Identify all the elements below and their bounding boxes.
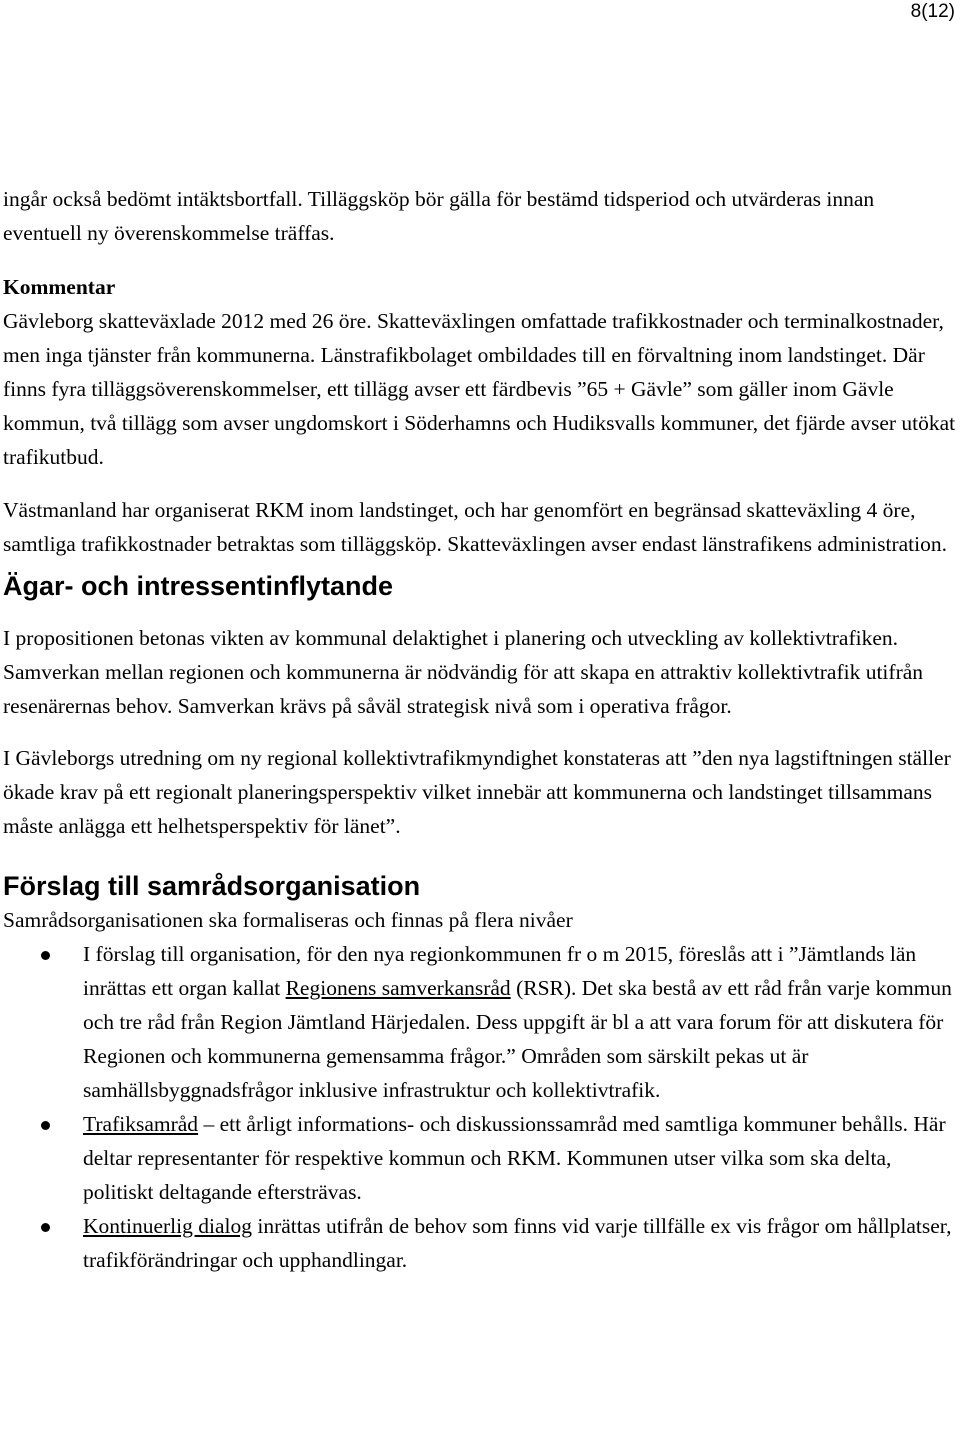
section-heading-owner-influence: Ägar- och intressentinflytande bbox=[3, 571, 394, 601]
paragraph-vastmanland: Västmanland har organiserat RKM inom landstinget, och har genomfört en begränsad skatteväxling 4 öre, samtliga trafikkostnader betraktas som tilläggsköp. Skatteväxlingen avser endast länstrafikens administration. bbox=[3, 498, 947, 556]
list-item-text-after: – ett årligt informations- och diskussionssamråd med samtliga kommuner behålls. Här deltar representanter för respektive kommun och RKM. Kommunen utser vilka som ska delta, politiskt deltagande eftersträvas. bbox=[83, 1112, 946, 1204]
section-heading-consultation-proposal: Förslag till samrådsorganisation bbox=[3, 871, 421, 901]
list-item-text-after: inrättas utifrån de behov som finns vid varje tillfälle ex vis frågor om hållplatser, trafikförändringar och upphandlingar. bbox=[83, 1214, 952, 1272]
list-item-text-after: (RSR). Det ska bestå av ett råd från varje kommun och tre råd från Region Jämtland Härjedalen. Dess uppgift är bl a att vara forum för att diskutera för Regionen och kommunerna gemensamma frågor.” Områden som särskilt pekas ut är samhällsbyggnadsfrågor inklusive infrastruktur och kollektivtrafik. bbox=[83, 976, 952, 1102]
list-item-term: Trafiksamråd bbox=[83, 1112, 199, 1136]
page-number: 8(12) bbox=[910, 1, 955, 22]
paragraph-intake-loss: ingår också bedömt intäktsbortfall. Tilläggsköp bör gälla för bestämd tidsperiod och utvärderas innan eventuell ny överenskommelse träffas. bbox=[3, 187, 875, 245]
paragraph-consultation-intro: Samrådsorganisationen ska formaliseras och finnas på flera nivåer bbox=[3, 908, 573, 932]
comment-label: Kommentar bbox=[3, 275, 116, 299]
bullet-icon bbox=[41, 1223, 50, 1232]
document-body bbox=[3, 182, 958, 1277]
consultation-levels-list bbox=[3, 937, 958, 1277]
list-item bbox=[3, 1209, 958, 1277]
list-item-text-before: I förslag till organisation, för den nya regionkommunen fr o m 2015, föreslås att i ”Jämtlands län inrättas ett organ kallat bbox=[83, 942, 917, 1000]
list-item-term: Kontinuerlig dialog bbox=[83, 1214, 252, 1238]
list-item-term: Regionens samverkansråd bbox=[285, 976, 511, 1000]
list-item bbox=[3, 937, 958, 1107]
list-item bbox=[3, 1107, 958, 1209]
paragraph-proposition: I propositionen betonas vikten av kommunal delaktighet i planering och utveckling av kollektivtrafiken. Samverkan mellan regionen och kommunerna är nödvändig för att skapa en attraktiv kollektivtrafik utifrån resenärernas behov. Samverkan krävs på såväl strategisk nivå som i operativa frågor. bbox=[3, 626, 924, 718]
paragraph-gavleborg: Gävleborg skatteväxlade 2012 med 26 öre. Skatteväxlingen omfattade trafikkostnader och terminalkostnader, men inga tjänster från kommunerna. Länstrafikbolaget ombildades till en förvaltning inom landstinget. Där finns fyra tilläggsöverenskommelser, ett tillägg avser ett färdbevis ”65 + Gävle” som gäller inom Gävle kommun, två tillägg som avser ungdomskort i Söderhamns och Hudiksvalls kommuner, det fjärde avser utökat trafikutbud. bbox=[3, 309, 956, 469]
bullet-icon bbox=[41, 1121, 50, 1130]
bullet-icon bbox=[41, 951, 50, 960]
paragraph-gavleborg-investigation: I Gävleborgs utredning om ny regional kollektivtrafikmyndighet konstateras att ”den nya lagstiftningen ställer ökade krav på ett regionalt planeringsperspektiv vilket innebär att kommunerna och landstinget tillsammans måste anlägga ett helhetsperspektiv för länet”. bbox=[3, 746, 951, 838]
